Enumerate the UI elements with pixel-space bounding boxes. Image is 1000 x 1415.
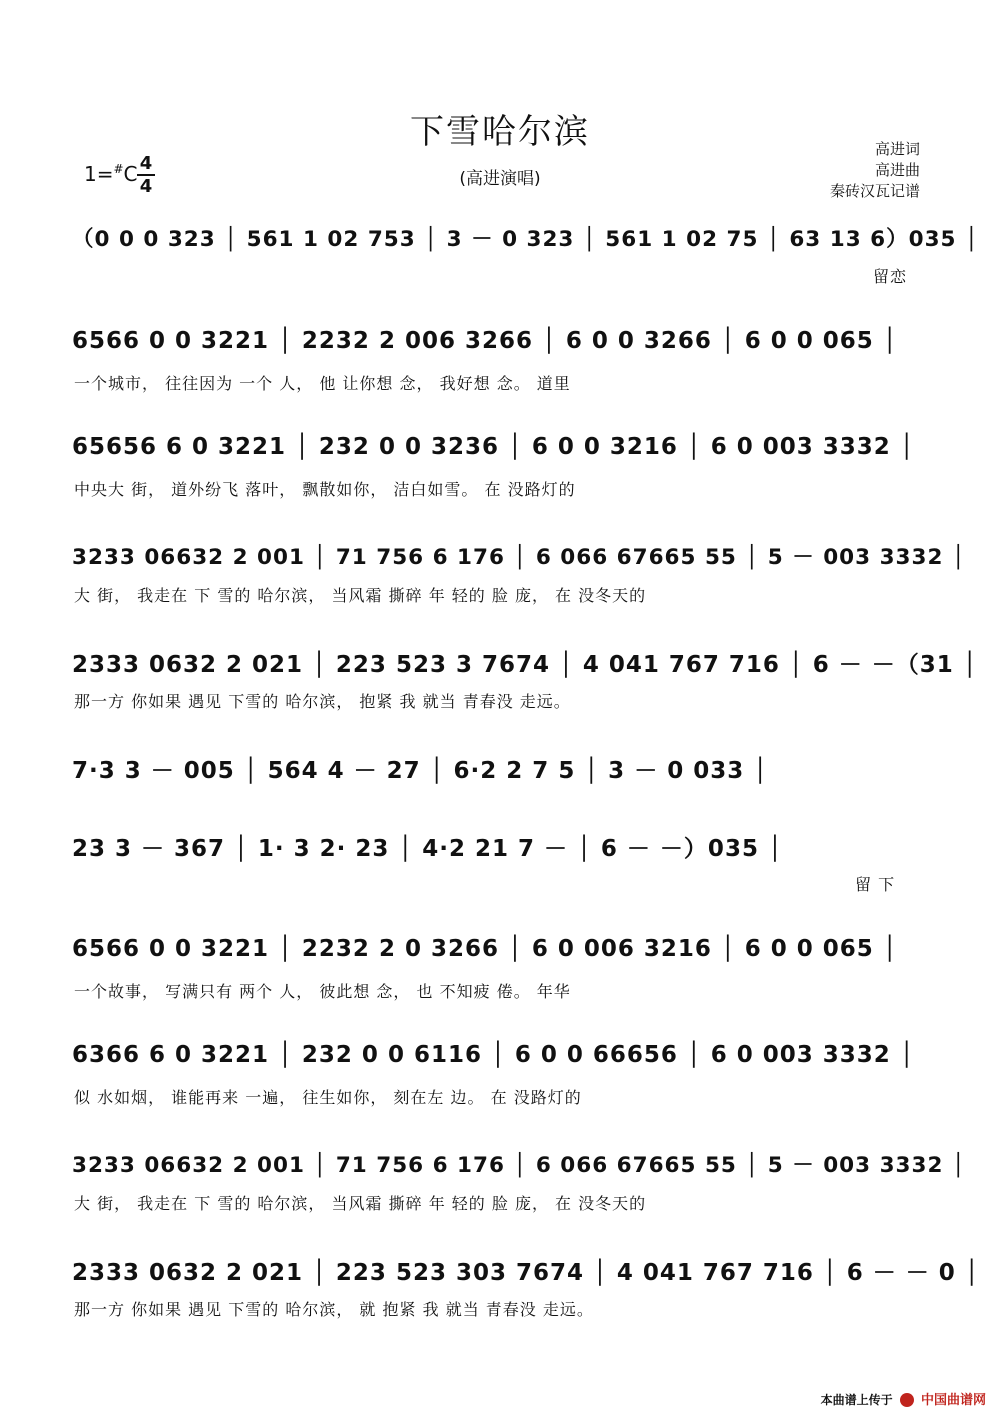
- transcriber-credit: 秦砖汉瓦记谱: [829, 182, 920, 200]
- notes-line: 7·3 3 － 005 │ 564 4 － 27 │ 6·2 2 7 5 │ 3 － 0 033 │: [72, 758, 769, 784]
- lyrics-line: 那一方 你如果 遇见 下雪的 哈尔滨， 抱紧 我 就当 青春没 走远。: [74, 692, 571, 711]
- footer: [821, 1389, 986, 1408]
- lyrics-line: 似 水如烟， 谁能再来 一遍， 往生如你， 刻在左 边。 在 没路灯的: [74, 1088, 582, 1107]
- lyrics-line: 一个城市， 往往因为 一个 人， 他 让你想 念， 我好想 念。 道里: [74, 374, 571, 393]
- lyrics-line: 大 街， 我走在 下 雪的 哈尔滨， 当风霜 撕碎 年 轻的 脸 庞， 在 没冬天的: [74, 1194, 647, 1213]
- notes-line: 2333 0632 2 021 │ 223 523 303 7674 │ 4 041 767 716 │ 6 － － 0 │: [72, 1260, 980, 1286]
- key-label: 1=: [84, 162, 114, 186]
- composer-credit: 高进曲: [874, 161, 920, 179]
- time-top: 4: [139, 153, 153, 174]
- notes-line: 65656 6 0 3221 │ 232 0 0 3236 │ 6 0 0 3216 │ 6 0 003 3332 │: [72, 434, 915, 460]
- lyrics-line: 中央大 街， 道外纷飞 落叶， 飘散如你， 洁白如雪。 在 没路灯的: [74, 480, 576, 499]
- subtitle: (高进演唱): [459, 169, 541, 189]
- notes-line: 6566 0 0 3221 │ 2232 2 0 3266 │ 6 0 006 3216 │ 6 0 0 065 │: [72, 936, 898, 962]
- lyrics-line: 一个故事， 写满只有 两个 人， 彼此想 念， 也 不知疲 倦。 年华: [74, 982, 571, 1001]
- time-bottom: 4: [139, 176, 153, 197]
- key-signature: [84, 162, 138, 186]
- time-signature: [137, 154, 155, 196]
- page-title: 下雪哈尔滨: [410, 112, 590, 152]
- site-logo-icon: [900, 1393, 914, 1407]
- notes-line: （0 0 0 323 │ 561 1 02 753 │ 3 － 0 323 │ 561 1 02 75 │ 63 13 6）035 │: [72, 227, 979, 252]
- notes-line: 6366 6 0 3221 │ 232 0 0 6116 │ 6 0 0 66656 │ 6 0 003 3332 │: [72, 1042, 915, 1068]
- notes-line: 2333 0632 2 021 │ 223 523 3 7674 │ 4 041 767 716 │ 6 － －（31 │: [72, 652, 978, 678]
- notes-line: 23 3 － 367 │ 1· 3 2· 23 │ 4·2 21 7 － │ 6 － －）035 │: [72, 836, 783, 862]
- lyrics-line: 那一方 你如果 遇见 下雪的 哈尔滨， 就 抱紧 我 就当 青春没 走远。: [74, 1300, 594, 1319]
- notes-line: 3233 06632 2 001 │ 71 756 6 176 │ 6 066 67665 55 │ 5 － 003 3332 │: [72, 545, 966, 570]
- footer-text: 本曲谱上传于: [820, 1393, 893, 1407]
- lyrics-line: 大 街， 我走在 下 雪的 哈尔滨， 当风霜 撕碎 年 轻的 脸 庞， 在 没冬天的: [74, 586, 647, 605]
- lyrics-line: 留恋: [873, 267, 908, 286]
- notes-line: 6566 0 0 3221 │ 2232 2 006 3266 │ 6 0 0 3266 │ 6 0 0 065 │: [72, 328, 898, 354]
- site-name[interactable]: 中国曲谱网: [920, 1393, 986, 1408]
- key-note: C: [123, 162, 138, 186]
- lyrics-line: 留 下: [855, 875, 896, 894]
- sharp-sign: #: [113, 162, 124, 176]
- lyricist-credit: 高进词: [874, 140, 920, 158]
- notes-line: 3233 06632 2 001 │ 71 756 6 176 │ 6 066 67665 55 │ 5 － 003 3332 │: [72, 1153, 966, 1178]
